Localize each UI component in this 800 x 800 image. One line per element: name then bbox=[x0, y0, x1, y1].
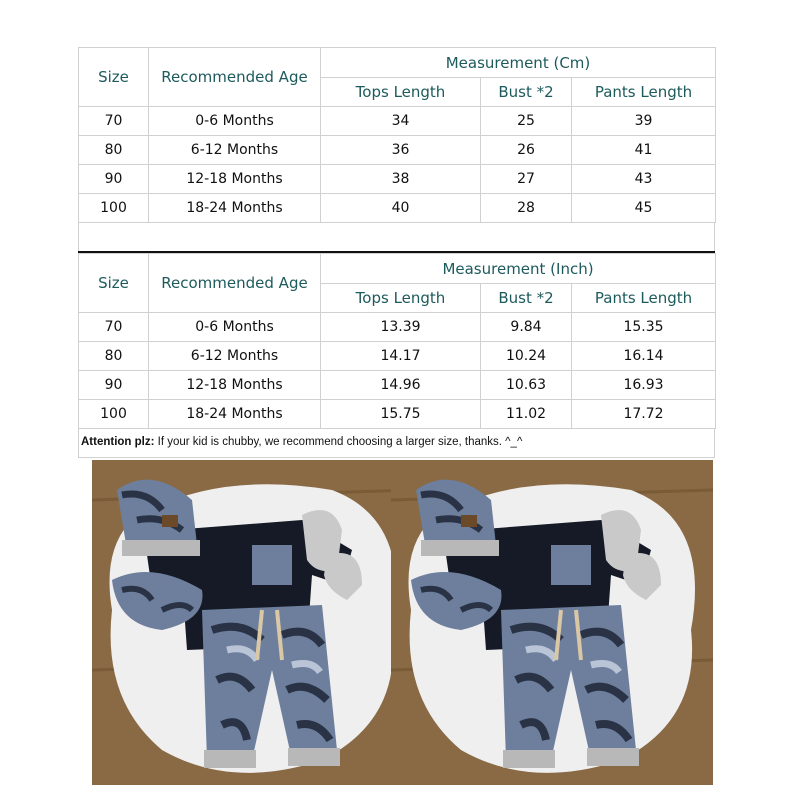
bust-cell: 10.63 bbox=[481, 371, 572, 400]
pants-cell: 39 bbox=[572, 107, 716, 136]
tops-cell: 14.17 bbox=[321, 342, 481, 371]
cm-measurement-group: Measurement (Cm) bbox=[321, 48, 716, 78]
size-cell: 90 bbox=[79, 165, 149, 194]
table-spacer bbox=[78, 223, 715, 251]
tops-cell: 34 bbox=[321, 107, 481, 136]
age-cell: 6-12 Months bbox=[149, 342, 321, 371]
inch-col-size: Size bbox=[79, 254, 149, 313]
table-row bbox=[79, 342, 716, 371]
inch-size-table bbox=[78, 253, 716, 429]
product-photo-right bbox=[391, 460, 713, 785]
age-cell: 18-24 Months bbox=[149, 194, 321, 223]
pants-cell: 16.93 bbox=[572, 371, 716, 400]
inch-measurement-group: Measurement (Inch) bbox=[321, 254, 716, 284]
attention-label: Attention plz: bbox=[81, 436, 155, 448]
tops-cell: 15.75 bbox=[321, 400, 481, 429]
pants-cell: 41 bbox=[572, 136, 716, 165]
table-row bbox=[79, 313, 716, 342]
size-cell: 80 bbox=[79, 136, 149, 165]
size-cell: 70 bbox=[79, 313, 149, 342]
age-cell: 12-18 Months bbox=[149, 165, 321, 194]
attention-text: If your kid is chubby, we recommend choosing a larger size, thanks. ^_^ bbox=[154, 436, 523, 448]
product-photo-left bbox=[92, 460, 414, 785]
tops-cell: 36 bbox=[321, 136, 481, 165]
size-cell: 100 bbox=[79, 194, 149, 223]
pants-cell: 16.14 bbox=[572, 342, 716, 371]
inch-header-row bbox=[79, 254, 716, 284]
age-cell: 18-24 Months bbox=[149, 400, 321, 429]
cm-col-pants: Pants Length bbox=[572, 78, 716, 107]
age-cell: 12-18 Months bbox=[149, 371, 321, 400]
table-row bbox=[79, 136, 716, 165]
cm-header-row bbox=[79, 48, 716, 78]
bust-cell: 25 bbox=[481, 107, 572, 136]
camo-outfit-illustration bbox=[92, 460, 414, 785]
table-row bbox=[79, 400, 716, 429]
size-cell: 70 bbox=[79, 107, 149, 136]
bust-cell: 10.24 bbox=[481, 342, 572, 371]
size-cell: 90 bbox=[79, 371, 149, 400]
table-row bbox=[79, 371, 716, 400]
cm-col-bust: Bust *2 bbox=[481, 78, 572, 107]
inch-col-tops: Tops Length bbox=[321, 284, 481, 313]
size-cell: 100 bbox=[79, 400, 149, 429]
pants-cell: 15.35 bbox=[572, 313, 716, 342]
inch-col-age: Recommended Age bbox=[149, 254, 321, 313]
tops-cell: 40 bbox=[321, 194, 481, 223]
table-row bbox=[79, 165, 716, 194]
cm-size-table bbox=[78, 47, 716, 223]
age-cell: 6-12 Months bbox=[149, 136, 321, 165]
inch-col-pants: Pants Length bbox=[572, 284, 716, 313]
pants-cell: 17.72 bbox=[572, 400, 716, 429]
tops-cell: 38 bbox=[321, 165, 481, 194]
table-row bbox=[79, 107, 716, 136]
pants-cell: 45 bbox=[572, 194, 716, 223]
cm-col-tops: Tops Length bbox=[321, 78, 481, 107]
size-cell: 80 bbox=[79, 342, 149, 371]
attention-note bbox=[78, 429, 715, 458]
age-cell: 0-6 Months bbox=[149, 107, 321, 136]
bust-cell: 27 bbox=[481, 165, 572, 194]
age-cell: 0-6 Months bbox=[149, 313, 321, 342]
size-chart bbox=[78, 47, 715, 458]
camo-outfit-illustration bbox=[391, 460, 713, 785]
cm-col-age: Recommended Age bbox=[149, 48, 321, 107]
cm-col-size: Size bbox=[79, 48, 149, 107]
tops-cell: 13.39 bbox=[321, 313, 481, 342]
inch-col-bust: Bust *2 bbox=[481, 284, 572, 313]
bust-cell: 28 bbox=[481, 194, 572, 223]
bust-cell: 11.02 bbox=[481, 400, 572, 429]
table-row bbox=[79, 194, 716, 223]
pants-cell: 43 bbox=[572, 165, 716, 194]
tops-cell: 14.96 bbox=[321, 371, 481, 400]
bust-cell: 26 bbox=[481, 136, 572, 165]
bust-cell: 9.84 bbox=[481, 313, 572, 342]
